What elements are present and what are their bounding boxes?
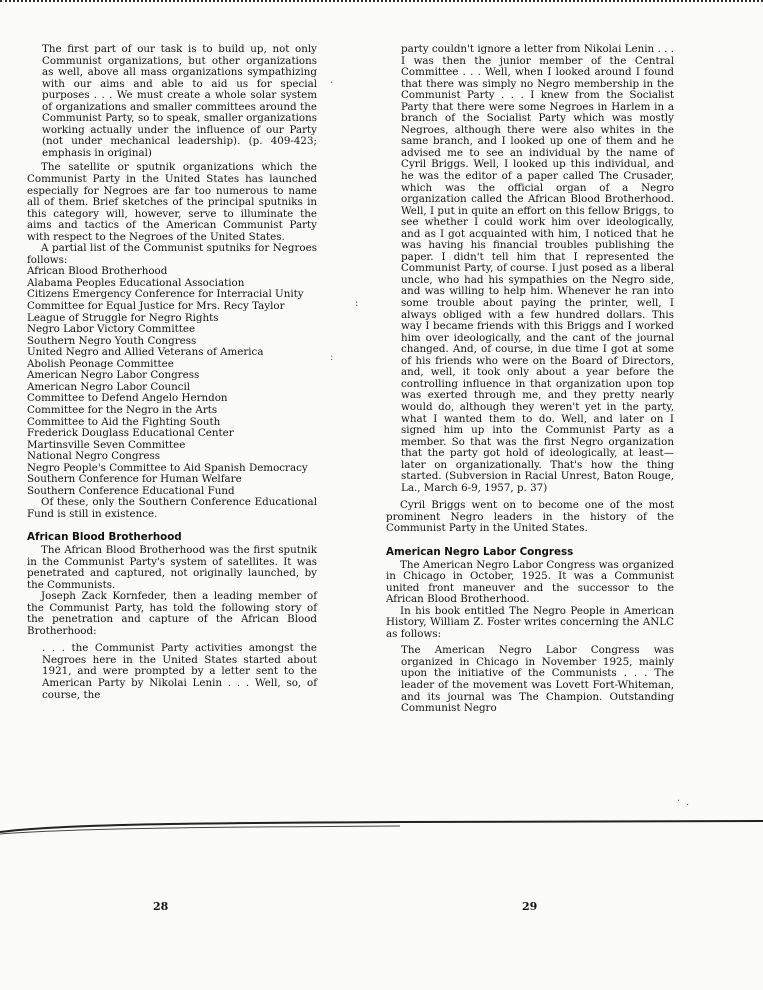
heading-american-negro-labor-congress: American Negro Labor Congress bbox=[386, 545, 574, 558]
paragraph-kornfeder: Joseph Zack Kornfeder, then a leading member of the Communist Party, has told the following story of the penetration and capture of the African Blood Brotherhood: bbox=[27, 590, 317, 637]
list-item: Committee for the Negro in the Arts bbox=[27, 403, 218, 416]
list-item: Negro People's Committee to Aid Spanish Democracy bbox=[27, 461, 308, 474]
list-item: Abolish Peonage Committee bbox=[27, 357, 174, 370]
list-item: Southern Conference Educational Fund bbox=[27, 484, 235, 497]
list-item: National Negro Congress bbox=[27, 450, 161, 463]
list-item: Southern Negro Youth Congress bbox=[27, 334, 197, 347]
heading-african-blood-brotherhood: African Blood Brotherhood bbox=[27, 531, 182, 544]
kornfeder-quote-continued: party couldn't ignore a letter from Nikolai Lenin . . . I was then the junior member of the Central Committee . . . Well, when I looked around I found that there was simply no Negro membership in the Communist Party . . . I knew from the Socialist Party that there were some Negroes in Harlem in a branch of the Socialist Party which was mostly Negroes, although there were also whites in the same branch, and I looked up one of them and he advised me to see an individual by the name of Cyril Briggs. Well, I looked up this individual, and he was the editor of a paper called The Crusader, which was the official organ of a Negro organization called the African Blood Brotherhood. Well, I put in quite an effort on this fellow Briggs, to see whether I could work him over ideologically, and as I got acquainted with him, I noticed that he was having his financial troubles publishing the paper. I didn't tell him that I represented the Communist Party, of course. I just posed as a liberal uncle, who had his sympathies on the Negro side, and was willing to help him. Whenever he ran into some trouble about paying the printer, well, I always obliged with a few hundred dollars. This way I became friends with this Briggs and I worked him over ideologically, and the cant of the journal changed. And, of course, in due time I got at some of his friends who were on the Board of Directors, and, well, it took only about a year before the controlling influence in that organization upon top was exerted through me, and they pretty nearly would do, although they weren't yet in the party, what I wanted them to do. Well, and later on I signed him up into the Communist Party as a member. So that was the first Negro organization that the party got hold of ideologically, at least—later on organizationally. That's how the thing started. (Subversion in Racial Unrest, Baton Rouge, La., March 6-9, 1957, p. 37) bbox=[401, 43, 674, 494]
list-item: Southern Conference for Human Welfare bbox=[27, 473, 242, 486]
list-item: African Blood Brotherhood bbox=[27, 265, 168, 278]
paragraph-abb-first: The African Blood Brotherhood was the first sputnik in the Communist Party's system of satellites. It was penetrated and captured, not originally launched, by the Communists. bbox=[27, 543, 317, 591]
sputnik-org-list bbox=[27, 266, 317, 497]
scan-speck: : bbox=[355, 298, 359, 309]
list-item: Citizens Emergency Conference for Interracial Unity bbox=[27, 288, 304, 301]
left-column bbox=[27, 44, 317, 701]
list-item: Committee to Aid the Fighting South bbox=[27, 415, 221, 428]
scan-speck: . bbox=[677, 793, 681, 804]
paragraph-satellite-orgs: The satellite or sputnik organizations which the Communist Party in the United States has launched especially for Negroes are far too numerous to name all of them. Brief sketches of the principal sputniks in this category will, however, serve to illuminate the aims and tactics of the American Communist Party with respect to the Negroes of the United States. bbox=[27, 161, 317, 243]
list-item: United Negro and Allied Veterans of America bbox=[27, 346, 264, 359]
list-item: League of Struggle for Negro Rights bbox=[27, 311, 219, 324]
right-column bbox=[386, 44, 674, 715]
list-item: Frederick Douglass Educational Center bbox=[27, 427, 234, 440]
paragraph-foster-book: In his book entitled The Negro People in American History, William Z. Foster writes concerning the ANLC as follows: bbox=[386, 604, 674, 640]
paragraph-cyril-briggs: Cyril Briggs went on to become one of the most prominent Negro leaders in the history of the Communist Party in the United States. bbox=[386, 499, 674, 535]
list-item: American Negro Labor Council bbox=[27, 380, 191, 393]
scan-speck: . bbox=[330, 75, 334, 86]
list-item: Martinsville Seven Committee bbox=[27, 438, 186, 451]
list-item: Alabama Peoples Educational Association bbox=[27, 276, 245, 289]
paragraph-still-existence: Of these, only the Southern Conference Educational Fund is still in existence. bbox=[27, 496, 317, 520]
scan-speck: · bbox=[686, 800, 690, 811]
scan-speck: : bbox=[330, 352, 334, 363]
foster-quote: The American Negro Labor Congress was organized in Chicago in November 1925, mainly upon the initiative of the Communists . . . The leader of the movement was Lovett Fort-Whiteman, and its journal was The Champion. Outstanding Communist Negro bbox=[401, 644, 674, 715]
lenin-quote: The first part of our task is to build up, not only Communist organizations, but other organizations as well, above all mass organizations sympathizing with our aims and able to aid us for special purposes . . . We must create a whole solar system of organizations and smaller committees around the Communist Party, so to speak, smaller organizations working actually under the influence of our Party (not under mechanical leadership). (p. 409-423; emphasis in original) bbox=[42, 43, 317, 159]
page-number-right: 29 bbox=[522, 900, 538, 913]
list-item: American Negro Labor Congress bbox=[27, 369, 200, 382]
page-top-edge bbox=[0, 0, 763, 6]
list-item: Negro Labor Victory Committee bbox=[27, 323, 196, 336]
list-item: Committee to Defend Angelo Herndon bbox=[27, 392, 228, 405]
list-item: Committee for Equal Justice for Mrs. Recy Taylor bbox=[27, 300, 285, 313]
paragraph-anlc-organized: The American Negro Labor Congress was organized in Chicago in October, 1925. It was a Communist united front maneuver and the successor to the African Blood Brotherhood. bbox=[386, 558, 674, 606]
paragraph-partial-list: A partial list of the Communist sputniks for Negroes follows: bbox=[27, 242, 317, 266]
scan-binding-edge bbox=[0, 820, 763, 838]
kornfeder-quote-start: . . . the Communist Party activities amongst the Negroes here in the United States started about 1921, and were prompted by a letter sent to the American Party by Nikolai Lenin . . . Well, so, of course, the bbox=[42, 642, 317, 701]
page-number-left: 28 bbox=[153, 900, 169, 913]
